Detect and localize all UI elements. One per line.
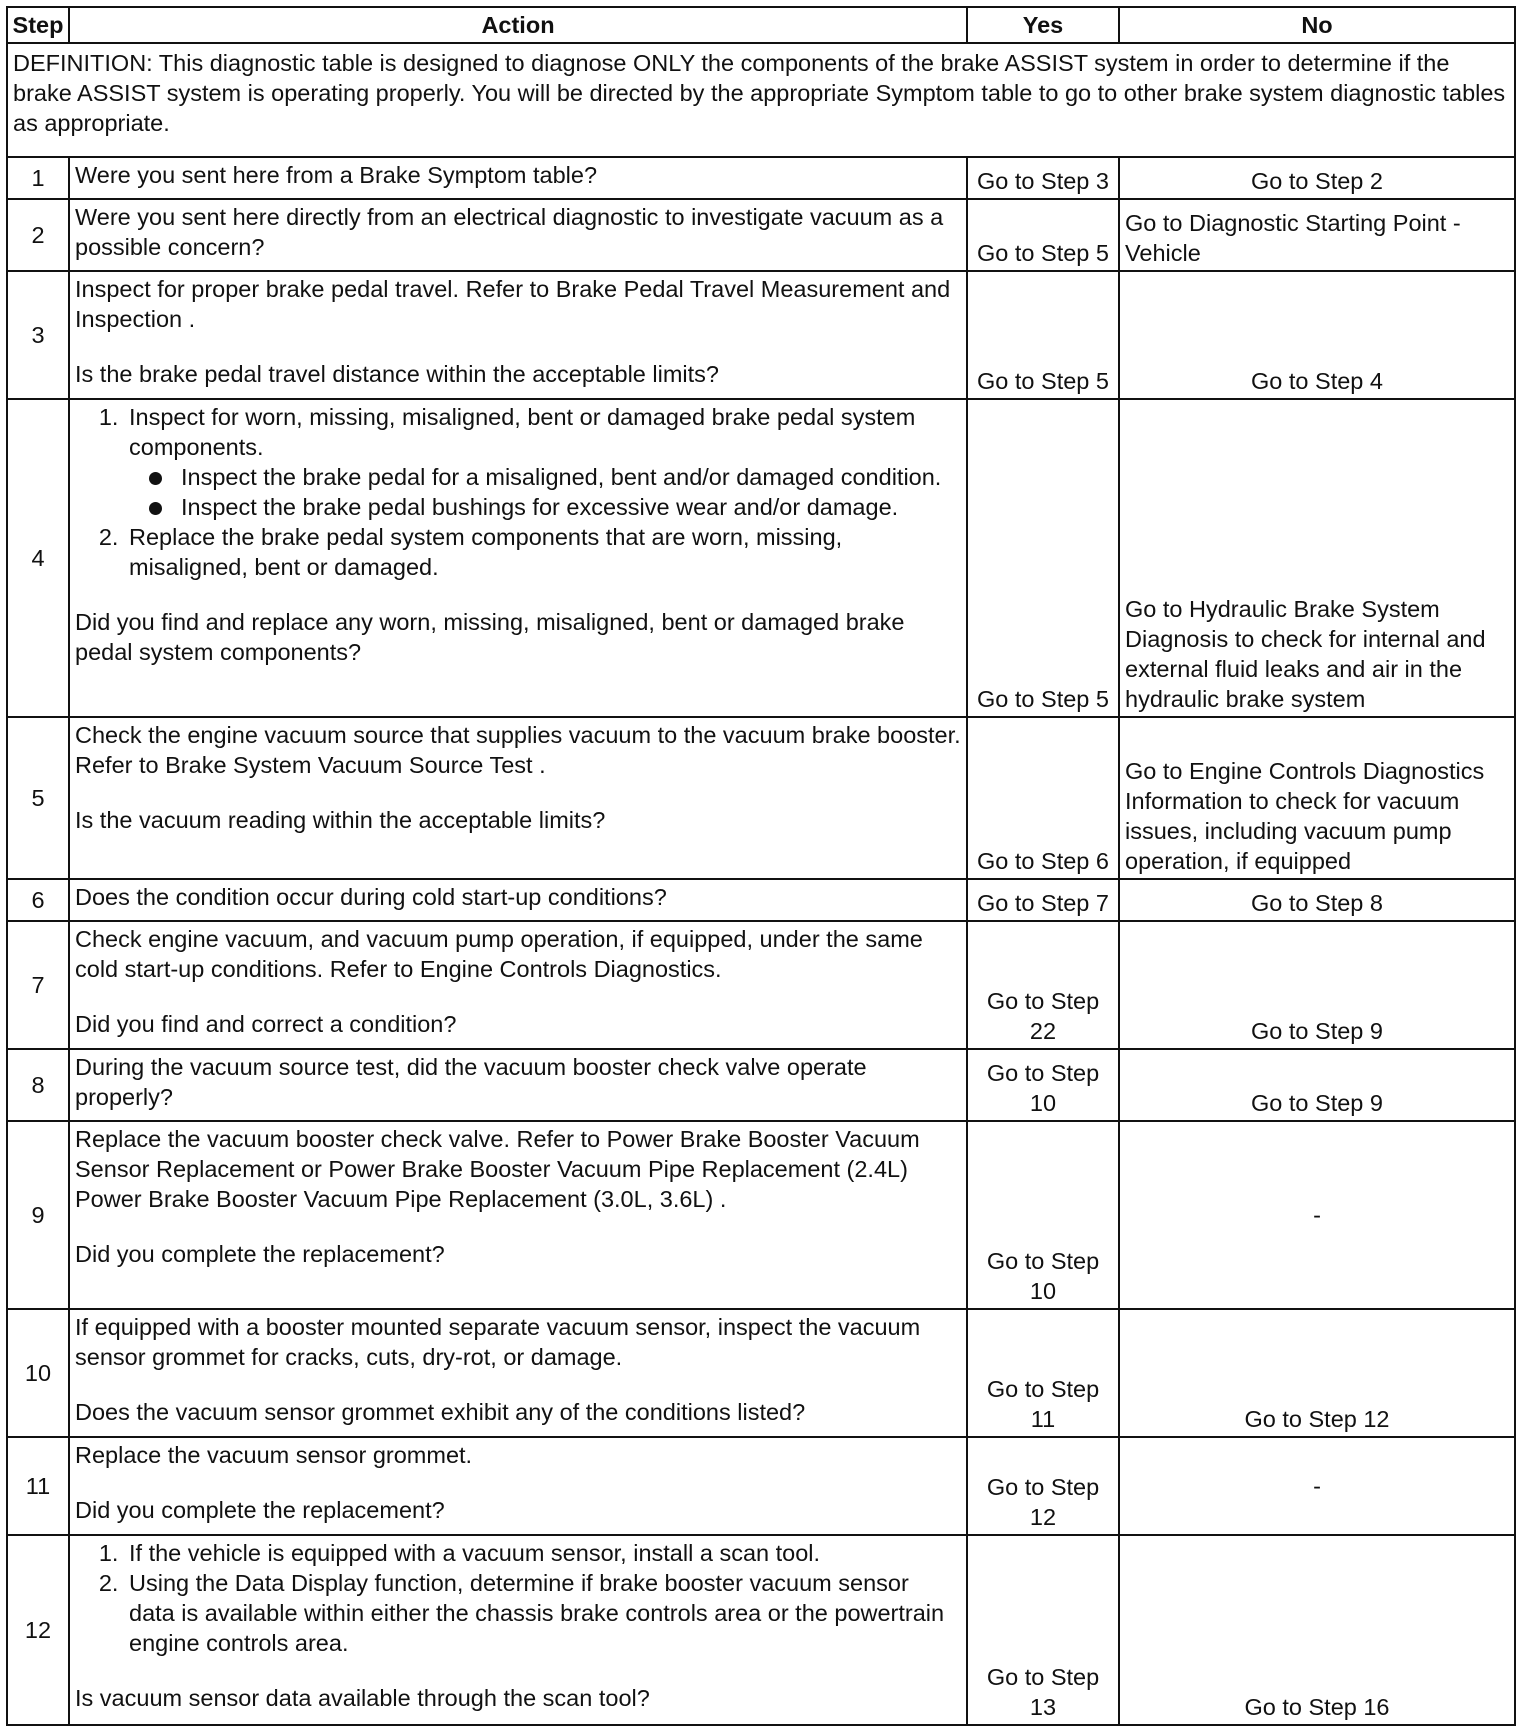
no-cell: Go to Diagnostic Starting Point - Vehicle	[1119, 199, 1515, 271]
action-text: During the vacuum source test, did the vacuum booster check valve operate properly?	[75, 1054, 867, 1110]
definition-text: DEFINITION: This diagnostic table is designed to diagnose ONLY the components of the brake ASSIST system in order to determine if the brake ASSIST system is operating properly. You will be directed by the appropriate Symptom table to go to other brake system diagnostic tables as appropriate.	[7, 43, 1515, 157]
action-list	[75, 402, 961, 582]
action-question: Did you find and correct a condition?	[75, 1011, 457, 1037]
no-cell: Go to Hydraulic Brake System Diagnosis to check for internal and external fluid leaks and air in the hydraulic brake system	[1119, 399, 1515, 717]
header-no: No	[1119, 7, 1515, 43]
bullet-list	[129, 462, 961, 522]
bullet-item: Inspect the brake pedal bushings for excessive wear and/or damage.	[177, 492, 961, 522]
step-number: 3	[7, 271, 69, 399]
action-cell	[69, 1121, 967, 1309]
table-row	[7, 921, 1515, 1049]
step-number: 12	[7, 1535, 69, 1725]
no-cell: Go to Step 12	[1119, 1309, 1515, 1437]
action-question: Is the brake pedal travel distance within the acceptable limits?	[75, 361, 719, 387]
yes-cell: Go to Step 7	[967, 879, 1119, 921]
header-yes: Yes	[967, 7, 1119, 43]
yes-cell: Go to Step 22	[967, 921, 1119, 1049]
yes-cell: Go to Step 3	[967, 157, 1119, 199]
no-cell: Go to Step 8	[1119, 879, 1515, 921]
yes-cell: Go to Step 10	[967, 1049, 1119, 1121]
table-row	[7, 1049, 1515, 1121]
table-row	[7, 879, 1515, 921]
step-number: 10	[7, 1309, 69, 1437]
table-row	[7, 157, 1515, 199]
no-cell: Go to Step 9	[1119, 1049, 1515, 1121]
action-text: Check engine vacuum, and vacuum pump operation, if equipped, under the same cold start-up conditions. Refer to Engine Controls Diagnostics.	[75, 926, 923, 982]
yes-cell: Go to Step 12	[967, 1437, 1119, 1535]
action-cell	[69, 879, 967, 921]
action-text: If equipped with a booster mounted separate vacuum sensor, inspect the vacuum sensor grommet for cracks, cuts, dry-rot, or damage.	[75, 1314, 921, 1370]
no-cell: Go to Step 16	[1119, 1535, 1515, 1725]
table-row	[7, 271, 1515, 399]
action-text: Were you sent here directly from an electrical diagnostic to investigate vacuum as a possible concern?	[75, 204, 944, 260]
step-number: 6	[7, 879, 69, 921]
table-row	[7, 1309, 1515, 1437]
action-cell	[69, 399, 967, 717]
list-item: 2. Replace the brake pedal system components that are worn, missing, misaligned, bent or damaged.	[125, 522, 961, 582]
action-cell	[69, 1049, 967, 1121]
action-text: Replace the vacuum sensor grommet.	[75, 1442, 473, 1468]
list-item: 2. Using the Data Display function, determine if brake booster vacuum sensor data is available within either the chassis brake controls area or the powertrain engine controls area.	[125, 1568, 961, 1658]
action-question: Does the vacuum sensor grommet exhibit any of the conditions listed?	[75, 1399, 806, 1425]
table-row	[7, 399, 1515, 717]
action-text: Does the condition occur during cold start-up conditions?	[75, 884, 667, 910]
yes-cell: Go to Step 5	[967, 199, 1119, 271]
header-step: Step	[7, 7, 69, 43]
diagnostic-table	[6, 6, 1516, 1726]
no-cell: Go to Step 4	[1119, 271, 1515, 399]
action-question: Did you complete the replacement?	[75, 1241, 445, 1267]
list-item-text: Inspect for worn, missing, misaligned, bent or damaged brake pedal system components.	[129, 404, 916, 460]
action-cell	[69, 157, 967, 199]
table-row	[7, 199, 1515, 271]
action-cell	[69, 1437, 967, 1535]
definition-row	[7, 43, 1515, 157]
table-row	[7, 717, 1515, 879]
step-number: 7	[7, 921, 69, 1049]
action-list	[75, 1538, 961, 1658]
header-action: Action	[69, 7, 967, 43]
yes-cell: Go to Step 10	[967, 1121, 1119, 1309]
bullet-item: Inspect the brake pedal for a misaligned, bent and/or damaged condition.	[177, 462, 961, 492]
no-cell: Go to Step 9	[1119, 921, 1515, 1049]
action-cell	[69, 1535, 967, 1725]
step-number: 11	[7, 1437, 69, 1535]
yes-cell: Go to Step 11	[967, 1309, 1119, 1437]
yes-cell: Go to Step 6	[967, 717, 1119, 879]
yes-cell: Go to Step 13	[967, 1535, 1119, 1725]
list-item	[125, 402, 961, 522]
table-row	[7, 1437, 1515, 1535]
action-text: Check the engine vacuum source that supplies vacuum to the vacuum brake booster. Refer to Brake System Vacuum Source Test .	[75, 722, 961, 778]
table-row	[7, 1535, 1515, 1725]
step-number: 8	[7, 1049, 69, 1121]
action-text: Were you sent here from a Brake Symptom table?	[75, 162, 598, 188]
action-question: Is vacuum sensor data available through the scan tool?	[75, 1685, 650, 1711]
action-question: Is the vacuum reading within the acceptable limits?	[75, 807, 606, 833]
no-cell: Go to Engine Controls Diagnostics Information to check for vacuum issues, including vacuum pump operation, if equipped	[1119, 717, 1515, 879]
action-cell	[69, 717, 967, 879]
step-number: 1	[7, 157, 69, 199]
yes-cell: Go to Step 5	[967, 271, 1119, 399]
action-cell	[69, 1309, 967, 1437]
header-row	[7, 7, 1515, 43]
table-row	[7, 1121, 1515, 1309]
yes-cell: Go to Step 5	[967, 399, 1119, 717]
action-text: Inspect for proper brake pedal travel. Refer to Brake Pedal Travel Measurement and Inspection .	[75, 276, 951, 332]
step-number: 5	[7, 717, 69, 879]
no-cell: Go to Step 2	[1119, 157, 1515, 199]
action-text: Replace the vacuum booster check valve. Refer to Power Brake Booster Vacuum Sensor Replacement or Power Brake Booster Vacuum Pipe Replacement (2.4L) Power Brake Booster Vacuum Pipe Replacement (3.0L, 3.6L) .	[75, 1126, 920, 1212]
step-number: 9	[7, 1121, 69, 1309]
action-question: Did you complete the replacement?	[75, 1497, 445, 1523]
list-item: 1. If the vehicle is equipped with a vacuum sensor, install a scan tool.	[125, 1538, 961, 1568]
no-cell: -	[1119, 1437, 1515, 1535]
step-number: 2	[7, 199, 69, 271]
no-cell: -	[1119, 1121, 1515, 1309]
action-cell	[69, 271, 967, 399]
action-cell	[69, 199, 967, 271]
step-number: 4	[7, 399, 69, 717]
action-question: Did you find and replace any worn, missing, misaligned, bent or damaged brake pedal system components?	[75, 609, 905, 665]
action-cell	[69, 921, 967, 1049]
